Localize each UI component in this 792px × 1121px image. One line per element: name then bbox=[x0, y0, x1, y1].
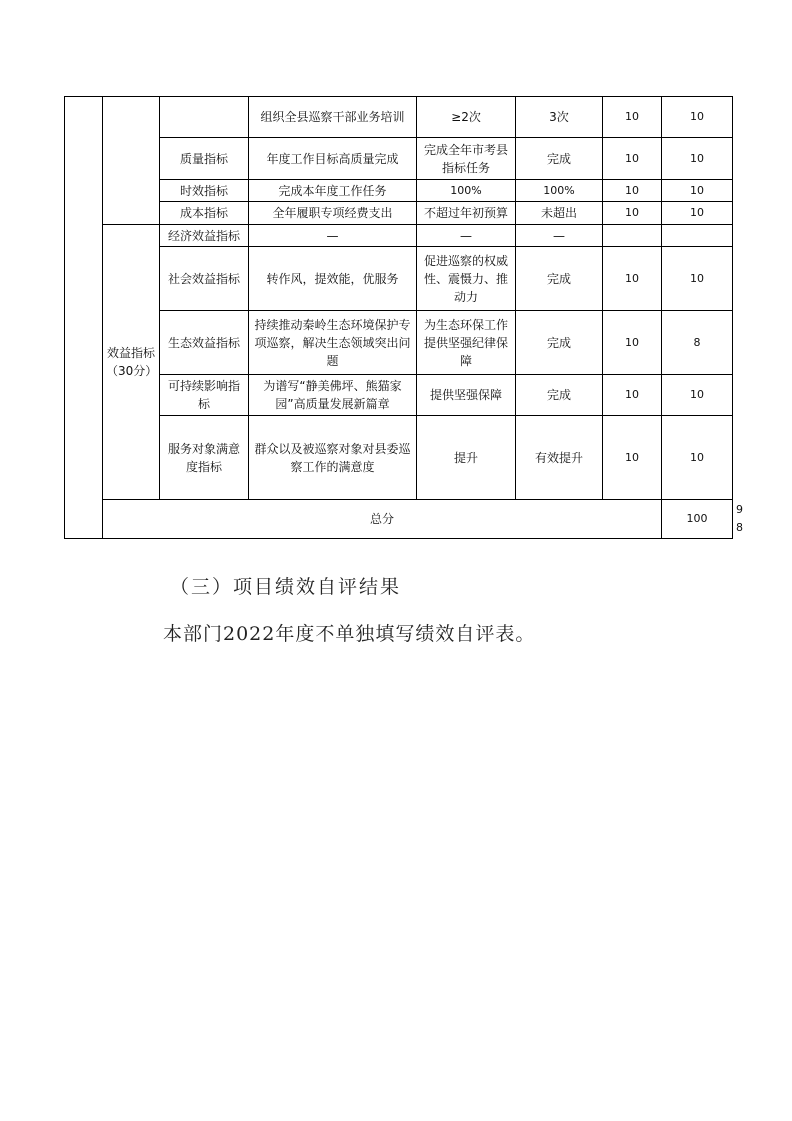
total-row: 总分 100 98 bbox=[65, 500, 733, 539]
weight-cell: 10 bbox=[603, 202, 662, 225]
table-row bbox=[65, 416, 733, 500]
content-cell: 为谱写“静美佛坪、熊猫家园”高质量发展新篇章 bbox=[249, 375, 417, 416]
performance-table bbox=[64, 96, 743, 539]
content-cell: 持续推动秦岭生态环境保护专项巡察，解决生态领域突出问题 bbox=[249, 311, 417, 375]
output-category-cell bbox=[103, 97, 160, 225]
actual-cell: 完成 bbox=[516, 375, 603, 416]
content-cell: — bbox=[249, 225, 417, 247]
table-row bbox=[65, 202, 733, 225]
table-row bbox=[65, 247, 733, 311]
table-row bbox=[65, 311, 733, 375]
indicator-cell: 质量指标 bbox=[160, 138, 249, 180]
score-cell: 10 bbox=[662, 375, 733, 416]
indicator-cell: 时效指标 bbox=[160, 180, 249, 202]
table-row bbox=[65, 180, 733, 202]
content-cell: 群众以及被巡察对象对县委巡察工作的满意度 bbox=[249, 416, 417, 500]
indicator-cell: 社会效益指标 bbox=[160, 247, 249, 311]
indicator-cell bbox=[160, 97, 249, 138]
total-weight: 100 bbox=[662, 500, 733, 539]
section-heading: （三）项目绩效自评结果 bbox=[170, 576, 402, 598]
score-cell: 10 bbox=[662, 180, 733, 202]
content-cell: 全年履职专项经费支出 bbox=[249, 202, 417, 225]
actual-cell: 完成 bbox=[516, 138, 603, 180]
target-cell: 促进巡察的权威性、震慑力、推动力 bbox=[417, 247, 516, 311]
target-cell: ≥2次 bbox=[417, 97, 516, 138]
indicator-cell: 服务对象满意度指标 bbox=[160, 416, 249, 500]
actual-cell: 未超出 bbox=[516, 202, 603, 225]
total-label: 总分 bbox=[103, 500, 662, 539]
target-cell: — bbox=[417, 225, 516, 247]
target-cell: 完成全年市考县指标任务 bbox=[417, 138, 516, 180]
actual-cell: 完成 bbox=[516, 311, 603, 375]
indicator-cell: 成本指标 bbox=[160, 202, 249, 225]
content-cell: 组织全县巡察干部业务培训 bbox=[249, 97, 417, 138]
table-row bbox=[65, 225, 733, 247]
table-row bbox=[65, 97, 733, 138]
weight-cell: 10 bbox=[603, 247, 662, 311]
actual-cell: 100% bbox=[516, 180, 603, 202]
table-row bbox=[65, 138, 733, 180]
score-cell: 10 bbox=[662, 416, 733, 500]
weight-cell: 10 bbox=[603, 311, 662, 375]
score-cell: 10 bbox=[662, 97, 733, 138]
score-cell: 8 bbox=[662, 311, 733, 375]
indicator-cell: 可持续影响指标 bbox=[160, 375, 249, 416]
actual-cell: 3次 bbox=[516, 97, 603, 138]
score-cell bbox=[662, 225, 733, 247]
actual-cell: 有效提升 bbox=[516, 416, 603, 500]
table-row bbox=[65, 375, 733, 416]
weight-cell bbox=[603, 225, 662, 247]
benefit-category-cell: 效益指标（30分） bbox=[103, 225, 160, 500]
weight-cell: 10 bbox=[603, 416, 662, 500]
weight-cell: 10 bbox=[603, 180, 662, 202]
target-cell: 提供坚强保障 bbox=[417, 375, 516, 416]
target-cell: 提升 bbox=[417, 416, 516, 500]
actual-cell: 完成 bbox=[516, 247, 603, 311]
target-cell: 不超过年初预算 bbox=[417, 202, 516, 225]
body-paragraph: 本部门2022年度不单独填写绩效自评表。 bbox=[163, 623, 536, 645]
content-cell: 完成本年度工作任务 bbox=[249, 180, 417, 202]
indicator-cell: 经济效益指标 bbox=[160, 225, 249, 247]
weight-cell: 10 bbox=[603, 375, 662, 416]
indicator-cell: 生态效益指标 bbox=[160, 311, 249, 375]
target-cell: 100% bbox=[417, 180, 516, 202]
actual-cell: — bbox=[516, 225, 603, 247]
score-cell: 10 bbox=[662, 202, 733, 225]
target-cell: 为生态环保工作提供坚强纪律保障 bbox=[417, 311, 516, 375]
weight-cell: 10 bbox=[603, 138, 662, 180]
content-cell: 年度工作目标高质量完成 bbox=[249, 138, 417, 180]
score-cell: 10 bbox=[662, 247, 733, 311]
weight-cell: 10 bbox=[603, 97, 662, 138]
content-cell: 转作风，提效能，优服务 bbox=[249, 247, 417, 311]
first-level-cell bbox=[65, 97, 103, 539]
score-cell: 10 bbox=[662, 138, 733, 180]
